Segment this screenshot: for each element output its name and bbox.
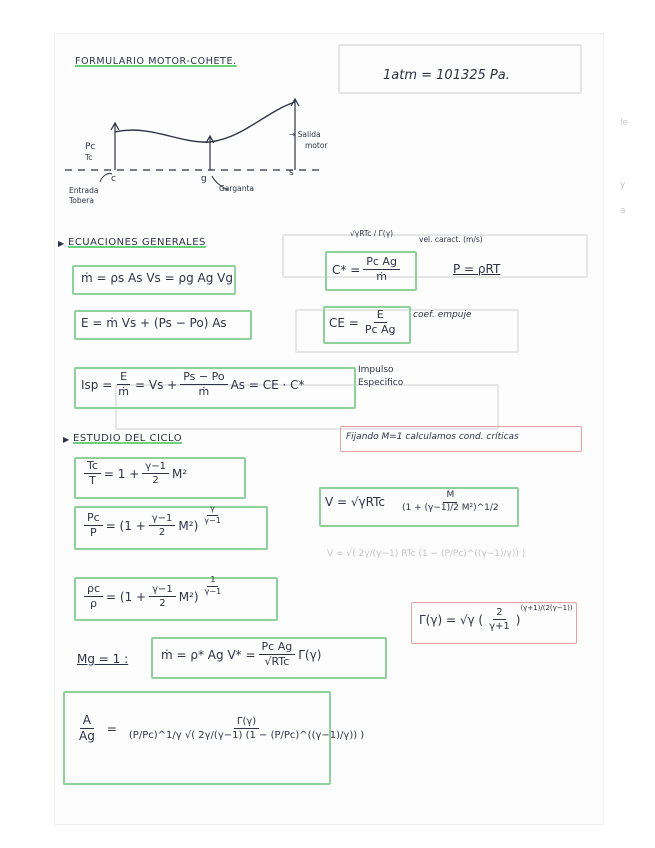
gamma-frac: [486, 607, 513, 632]
pressure-mid-frac: [149, 513, 176, 538]
gamma-num: 2: [493, 607, 505, 620]
isp-lhs: Isp =: [81, 377, 113, 392]
thrust-eq: E = ṁ Vs + (Ps − Po) As: [81, 316, 227, 330]
pressure-exp-frac: [201, 505, 224, 526]
area-lhs-den: Ag: [79, 729, 95, 744]
bullet-icon: ▶: [63, 435, 70, 444]
temp-lhs-num: Tc: [84, 460, 101, 474]
area-rhs-frac: [126, 716, 367, 741]
isp-mid: = Vs +: [135, 377, 178, 392]
margin-mark: le: [620, 118, 629, 128]
isp-note-1: Impulso: [358, 365, 394, 375]
cstar-num: Pc Ag: [363, 256, 400, 270]
cstar-note: √γRTc / Γ(γ): [350, 229, 394, 238]
critical-mass-den: √RTc: [264, 655, 290, 669]
bullet-icon: ▶: [58, 239, 65, 248]
area-rhs-num: Γ(γ): [234, 716, 259, 729]
pressure-lhs-frac: [84, 512, 103, 539]
density-mid-frac: [149, 584, 176, 609]
pressure-mid-num: γ−1: [149, 513, 176, 526]
pressure-rhs-pre: = (1 +: [105, 518, 146, 533]
cstar-eq: [332, 256, 403, 283]
density-exp-frac: [202, 576, 225, 597]
isp-den: ṁ: [118, 385, 129, 399]
gamma-exp: (γ+1)/(2(γ−1)): [520, 603, 573, 612]
mass-flow-eq: ṁ = ρs As Vs = ρg Ag Vg: [81, 271, 233, 285]
temp-rhs-den: 2: [152, 475, 159, 487]
critical-mass-frac: [259, 641, 296, 668]
density-lhs-num: ρc: [84, 583, 103, 597]
entrada-label: Entrada: [69, 186, 99, 195]
isp-den2: ṁ: [198, 385, 210, 399]
temp-rhs-post: M²: [171, 466, 188, 481]
temp-lhs-den: T: [89, 474, 96, 488]
velocity-num: M: [443, 491, 457, 503]
garganta-label: Garganta: [219, 184, 255, 193]
notebook-page: [55, 34, 603, 824]
velocity-eq: [325, 491, 505, 514]
critical-mass-post: Γ(γ): [298, 647, 322, 662]
gamma-close-paren: ): [515, 612, 521, 627]
gas-law-eq: P = ρRT: [453, 262, 501, 276]
nozzle-arrow-c: [111, 123, 119, 170]
density-mid-num: γ−1: [149, 584, 176, 597]
pressure-exp-den: γ−1: [204, 516, 221, 526]
ce-frac: [362, 309, 399, 336]
vel-note: vel. caract. (m/s): [419, 235, 483, 244]
isp-num: E: [117, 371, 130, 385]
isp-num2: Ps − Po: [180, 371, 227, 385]
density-exp-num: 1: [207, 576, 218, 587]
cstar-lhs: C* =: [332, 262, 361, 277]
pressure-exp-num: γ: [207, 505, 218, 516]
margin-mark: a: [620, 206, 626, 216]
density-ratio-eq: [81, 575, 227, 611]
ce-num: E: [374, 309, 387, 323]
section-generales: ECUACIONES GENERALES: [68, 237, 206, 248]
area-lhs-frac: [76, 714, 98, 743]
pc-label: Pc: [85, 142, 96, 152]
pressure-lhs-den: P: [90, 526, 97, 540]
isp-eq: [81, 371, 305, 398]
critical-mass-eq: [161, 641, 321, 668]
section-ciclo: ESTUDIO DEL CICLO: [73, 433, 183, 444]
pressure-lhs-num: Pc: [84, 512, 103, 526]
gamma-den: γ+1: [489, 621, 510, 632]
density-lhs-frac: [84, 583, 103, 610]
margin-mark: y: [620, 180, 626, 190]
isp-rhs: As = CE · C*: [230, 377, 305, 392]
ce-den: Pc Ag: [364, 323, 396, 337]
nozzle-arrow-g: [206, 136, 214, 170]
page-title: FORMULARIO MOTOR-COHETE.: [75, 56, 237, 67]
point-g-label: g: [201, 174, 207, 184]
area-eq-sign: =: [106, 721, 117, 736]
ce-note: coef. empuje: [413, 310, 472, 320]
cstar-den: ṁ: [376, 270, 387, 284]
tobera-label: Tobera: [69, 196, 94, 205]
isp-note-2: Especifico: [358, 378, 404, 388]
velocity-lhs: V = √γRTc: [325, 495, 385, 510]
temp-rhs-pre: = 1 +: [103, 466, 140, 481]
ce-lhs: CE =: [329, 315, 359, 330]
velocity-ghost-eq: V = √( 2γ/(γ−1) RTc (1 − (P/Pc)^((γ−1)/γ)) ): [327, 549, 526, 559]
tc-label: Tc: [85, 153, 93, 162]
gamma-lhs: Γ(γ) = √γ (: [419, 612, 484, 627]
area-rhs-den: (P/Pc)^1/γ √( 2γ/(γ−1) (1 − (P/Pc)^((γ−1)/γ)) ): [128, 730, 365, 742]
critical-mass-num: Pc Ag: [259, 641, 296, 655]
point-c-label: c: [111, 174, 116, 184]
velocity-den: (1 + (γ−1)/2 M²)^1/2: [402, 502, 499, 513]
mg-label: Mg = 1 :: [77, 652, 129, 666]
pressure-ratio-eq: [81, 504, 227, 540]
pressure-rhs-post: M²): [178, 518, 199, 533]
nozzle-diagram: [60, 92, 350, 212]
motor-label: motor: [305, 141, 328, 150]
density-exp-den: γ−1: [204, 587, 222, 597]
point-s-label: s: [289, 168, 294, 178]
area-lhs-num: A: [80, 714, 94, 729]
cstar-frac: [363, 256, 400, 283]
isp-frac-1: [115, 371, 132, 398]
fijando-note: Fijando M=1 calculamos cond. críticas: [346, 432, 519, 442]
critical-mass-lhs: ṁ = ρ* Ag V* =: [161, 647, 256, 662]
isp-frac-2: [180, 371, 227, 398]
density-lhs-den: ρ: [90, 597, 97, 611]
salida-label: → Salida: [289, 130, 321, 139]
ce-eq: [329, 309, 402, 336]
gamma-eq: [419, 603, 573, 632]
temp-lhs-frac: [84, 460, 101, 487]
velocity-frac: [399, 491, 502, 514]
nozzle-wall-curve: [115, 102, 295, 142]
area-ratio-eq: [73, 714, 370, 743]
density-mid-den: 2: [159, 598, 166, 610]
density-rhs-pre: = (1 +: [106, 589, 147, 604]
temp-rhs-frac: [142, 461, 169, 486]
density-rhs-post: M²): [178, 589, 199, 604]
atm-conversion: 1atm = 101325 Pa.: [383, 68, 510, 83]
temp-ratio-eq: [81, 460, 187, 487]
pressure-mid-den: 2: [158, 527, 166, 539]
temp-rhs-num: γ−1: [142, 461, 169, 474]
